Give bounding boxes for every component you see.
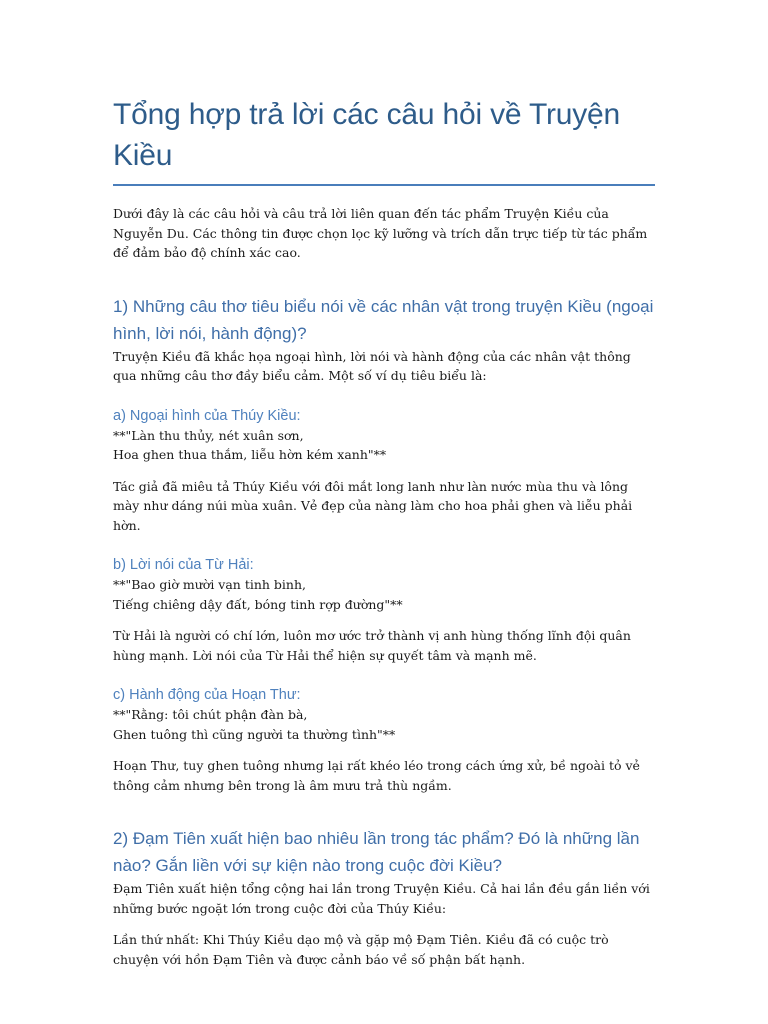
question-2-heading: 2) Đạm Tiên xuất hiện bao nhiêu lần trong tác phẩm? Đó là những lần nào? Gắn liền với sự kiện nào trong cuộc đời Kiều? [113, 829, 640, 875]
question-1-heading: 1) Những câu thơ tiêu biểu nói về các nhân vật trong truyện Kiều (ngoại hình, lời nói, hành động)? [113, 296, 654, 343]
question-2-first-appearance: Lần thứ nhất: Khi Thúy Kiều dạo mộ và gặp mộ Đạm Tiên. Kiều đã có cuộc trò chuyện với hồn Đạm Tiên và được cảnh báo về số phận bất hạnh. [113, 932, 609, 967]
section-b-heading: b) Lời nói của Từ Hải: [113, 557, 254, 573]
verse-line: **"Bao giờ mười vạn tinh binh, [113, 577, 306, 592]
verse-line: **"Làn thu thủy, nét xuân sơn, [113, 427, 304, 443]
question-2-lead: Đạm Tiên xuất hiện tổng cộng hai lần trong Truyện Kiều. Cả hai lần đều gắn liền với những bước ngoặt lớn trong cuộc đời của Thúy Kiều: [113, 881, 650, 916]
section-a-explanation: Tác giả đã miêu tả Thúy Kiều với đôi mắt long lanh như làn nước mùa thu và lông mày như dáng núi mùa xuân. Vẻ đẹp của nàng làm cho hoa phải ghen và liễu phải hờn. [113, 478, 633, 533]
verse-line: Ghen tuông thì cũng người ta thường tình"** [113, 726, 396, 742]
section-c-explanation: Hoạn Thư, tuy ghen tuông nhưng lại rất khéo léo trong cách ứng xử, bề ngoài tỏ vẻ thông cảm nhưng bên trong là âm mưu trả thù ngầm. [113, 758, 640, 793]
verse-line: Hoa ghen thua thắm, liễu hờn kém xanh"** [113, 447, 387, 462]
section-c-verse [113, 705, 655, 744]
section-a-heading: a) Ngoại hình của Thúy Kiều: [113, 407, 301, 424]
section-b-verse [113, 575, 655, 614]
verse-line: **"Rằng: tôi chút phận đàn bà, [113, 707, 308, 722]
verse-line: Tiếng chiêng dậy đất, bóng tinh rợp đường"** [113, 596, 403, 612]
question-1-lead: Truyện Kiều đã khắc họa ngoại hình, lời nói và hành động của các nhân vật thông qua những câu thơ đầy biểu cảm. Một số ví dụ tiêu biểu là: [113, 348, 631, 383]
page-title: Tổng hợp trả lời các câu hỏi về Truyện Kiều [113, 0, 655, 186]
section-a-verse [113, 426, 655, 465]
document-page [113, 0, 655, 969]
intro-paragraph: Dưới đây là các câu hỏi và câu trả lời liên quan đến tác phẩm Truyện Kiều của Nguyễn Du. Các thông tin được chọn lọc kỹ lưỡng và trích dẫn trực tiếp từ tác phẩm để đảm bảo độ chính xác cao. [113, 206, 648, 260]
section-c-heading: c) Hành động của Hoạn Thư: [113, 687, 301, 703]
section-b-explanation: Từ Hải là người có chí lớn, luôn mơ ước trở thành vị anh hùng thống lĩnh đội quân hùng mạnh. Lời nói của Từ Hải thể hiện sự quyết tâm và mạnh mẽ. [113, 628, 631, 663]
